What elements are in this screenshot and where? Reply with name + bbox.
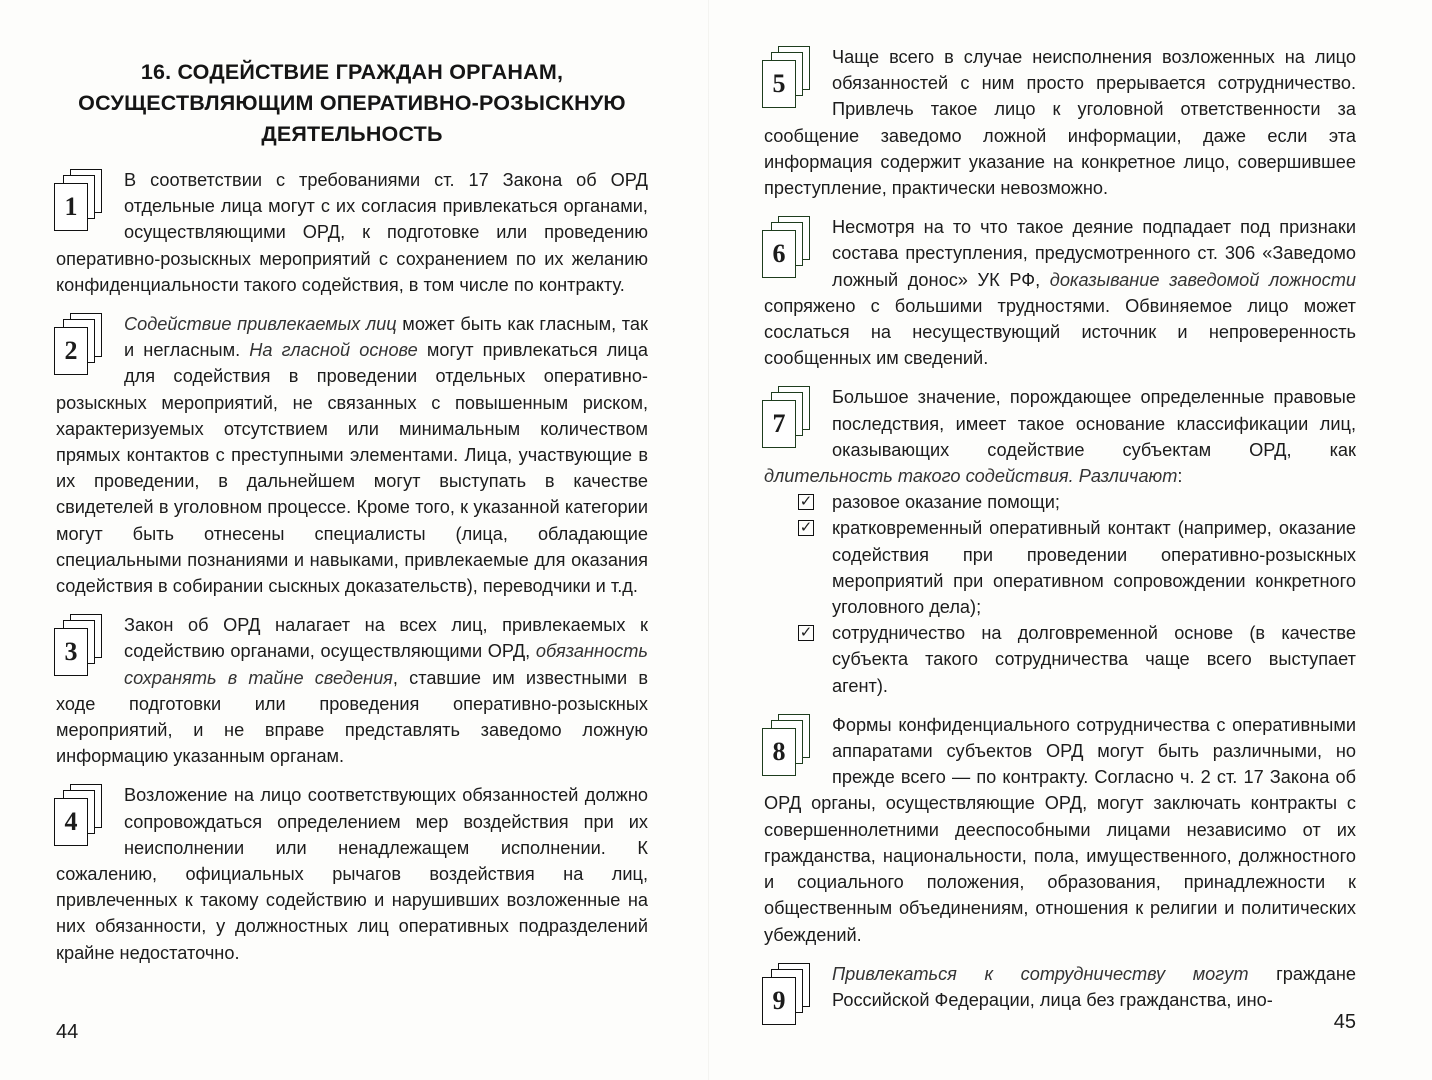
numbered-paragraph <box>56 311 648 599</box>
paragraph-text <box>56 167 648 298</box>
text-segment: Несмотря на то что такое деяние подпадает под признаки состава преступления, предусмотренного ст. 306 «Заведомо ложный донос» УК РФ, <box>832 217 1356 290</box>
paragraph-text <box>56 311 648 599</box>
numbered-paragraph <box>56 612 648 769</box>
stacked-cards-number-icon <box>760 963 812 1029</box>
numbered-paragraph <box>764 961 1356 1013</box>
text-segment: Возложение на лицо соответствующих обязанностей должно сопровождаться определением мер воздействия при их неисполнении или ненадлежащем исполнении. К сожалению, официальных рычагов воздействия на лиц, привлеченных к такому содействию и нарушивших возложенные на них обязанности, у должностных лиц оперативных подразделений крайне недостаточно. <box>56 785 648 963</box>
emphasized-text: Привлекаться к сотрудничеству могут <box>832 963 1249 984</box>
checklist-item <box>798 489 1356 515</box>
text-segment: : <box>1177 466 1183 487</box>
paragraph-list <box>764 44 1356 1013</box>
stacked-cards-number-icon <box>760 714 812 780</box>
emphasized-text: обязанность сохранять в тайне сведения <box>124 641 648 688</box>
text-segment: , ставшие им известными в ходе подготовки или проведения оперативно-розыскных мероприятий, и не вправе представлять заведомо ложную информацию указанным органам. <box>56 667 648 767</box>
paragraph-number: 4 <box>54 798 88 846</box>
text-segment: В соответствии с требованиями ст. 17 Закона об ОРД отдельные лица могут с их согласия привлекаться органами, осуществляющими ОРД, к подготовке или проведению оперативно-розыскных мероприятий с сохранением по их желанию конфиденциальности такого содействия, в том числе по контракту. <box>56 170 648 295</box>
paragraph-number: 8 <box>762 728 796 776</box>
checked-box-icon: ✓ <box>799 519 813 537</box>
paragraph-text <box>764 384 1356 489</box>
page-number: 44 <box>56 1021 79 1043</box>
paragraph-number: 7 <box>762 400 796 448</box>
title-line: ДЕЯТЕЛЬНОСТЬ <box>261 122 443 146</box>
text-segment: могут привлекаться лица для содействия в проведении отдельных оперативно-розыскных мероприятий, не связанных с повышенным риском, характеризуемых отсутствием или минимальным количеством прямых контактов с преступными элементами. Лица, участвующие в их проведении, в дальнейшем могут выступать в качестве свидетелей в уголовном процессе. Кроме того, к указанной категории могут быть отнесены специалисты (лица, обладающие специальными познаниями и навыками, привлекаемые для оказания содействия в собирании сыскных доказательств), переводчики и т.д. <box>56 340 648 597</box>
text-segment: сопряжено с большими трудностями. Обвиняемое лицо может сослаться на несуществующий источник и непроверенность сообщенных им сведений. <box>764 295 1356 369</box>
checked-box-icon: ✓ <box>799 624 813 642</box>
numbered-paragraph <box>56 782 648 965</box>
text-segment: Закон об ОРД налагает на всех лиц, привлекаемых к содействию органами, осуществляющими ОРД, <box>124 615 648 662</box>
title-line: ОСУЩЕСТВЛЯЮЩИМ ОПЕРАТИВНО-РОЗЫСКНУЮ <box>78 91 626 115</box>
checklist-item-text: сотрудничество на долговременной основе (в качестве субъекта такого сотрудничества чаще всего выступает агент). <box>832 623 1356 696</box>
paragraph-text <box>764 44 1356 201</box>
section-title <box>56 57 648 150</box>
numbered-paragraph <box>764 384 1356 698</box>
text-segment: Большое значение, порождающее определенные правовые последствия, имеет такое основание классификации лиц, оказывающих содействие субъектам ОРД, как <box>832 387 1356 460</box>
stacked-cards-number-icon <box>760 216 812 282</box>
paragraph-text <box>764 712 1356 948</box>
checklist-item-text: разовое оказание помощи; <box>832 492 1060 513</box>
title-line: 16. СОДЕЙСТВИЕ ГРАЖДАН ОРГАНАМ, <box>140 60 564 84</box>
page-number: 45 <box>1333 1011 1356 1033</box>
paragraph-number: 6 <box>762 230 796 278</box>
right-page <box>764 0 1356 1080</box>
numbered-paragraph <box>764 214 1356 371</box>
stacked-cards-number-icon <box>52 784 104 850</box>
paragraph-number: 2 <box>54 327 88 375</box>
text-segment: Формы конфиденциального сотрудничества с оперативными аппаратами субъектов ОРД могут быть различными, но прежде всего — по контракту. Согласно ч. 2 ст. 17 Закона об ОРД органы, осуществляющие ОРД, могут заключать контракты с совершеннолетними дееспособными лицами независимо от их гражданства, национальности, пола, имущественного, должностного и социального положения, образования, принадлежности к общественным объединениям, отношения к религии и политических убеждений. <box>764 714 1356 945</box>
emphasized-text: длительность такого содействия. Различают <box>764 466 1178 487</box>
checklist <box>764 489 1356 699</box>
paragraph-text <box>56 612 648 769</box>
emphasized-text: доказывание заведомой ложности <box>1049 269 1356 290</box>
stacked-cards-number-icon <box>760 386 812 452</box>
stacked-cards-number-icon <box>52 614 104 680</box>
stacked-cards-number-icon <box>52 169 104 235</box>
emphasized-text: Содействие привлекаемых лиц <box>124 314 397 335</box>
text-segment: может быть как гласным, так и негласным. <box>124 314 649 361</box>
stacked-cards-number-icon <box>760 46 812 112</box>
emphasized-text: На гласной основе <box>249 340 418 361</box>
numbered-paragraph <box>764 712 1356 948</box>
stacked-cards-number-icon <box>52 313 104 379</box>
paragraph-number: 1 <box>54 183 88 231</box>
text-segment: Чаще всего в случае неисполнения возложенных на лицо обязанностей с ним просто прерывается сотрудничество. Привлечь такое лицо к уголовной ответственности за сообщение заведомо ложной информации, даже если эта информация содержит указание на конкретное лицо, совершившее преступление, практически невозможно. <box>764 47 1356 199</box>
left-page <box>56 0 648 1080</box>
checked-box-icon: ✓ <box>799 493 813 511</box>
checklist-item <box>798 515 1356 620</box>
paragraph-text <box>764 214 1356 371</box>
checklist-item <box>798 620 1356 699</box>
paragraph-number: 9 <box>762 977 796 1025</box>
numbered-paragraph <box>56 167 648 298</box>
paragraph-text <box>764 961 1356 1013</box>
paragraph-text <box>56 782 648 965</box>
paragraph-number: 5 <box>762 60 796 108</box>
paragraph-list <box>56 167 648 966</box>
numbered-paragraph <box>764 44 1356 201</box>
paragraph-number: 3 <box>54 628 88 676</box>
gutter <box>708 0 709 1080</box>
checklist-item-text: кратковременный оперативный контакт (например, оказание содействия при проведении оперативно-розыскных мероприятий при оперативном сопровождении конкретного уголовного дела); <box>832 518 1356 618</box>
text-segment: граждане Российской Федерации, лица без гражданства, ино- <box>832 963 1356 1010</box>
